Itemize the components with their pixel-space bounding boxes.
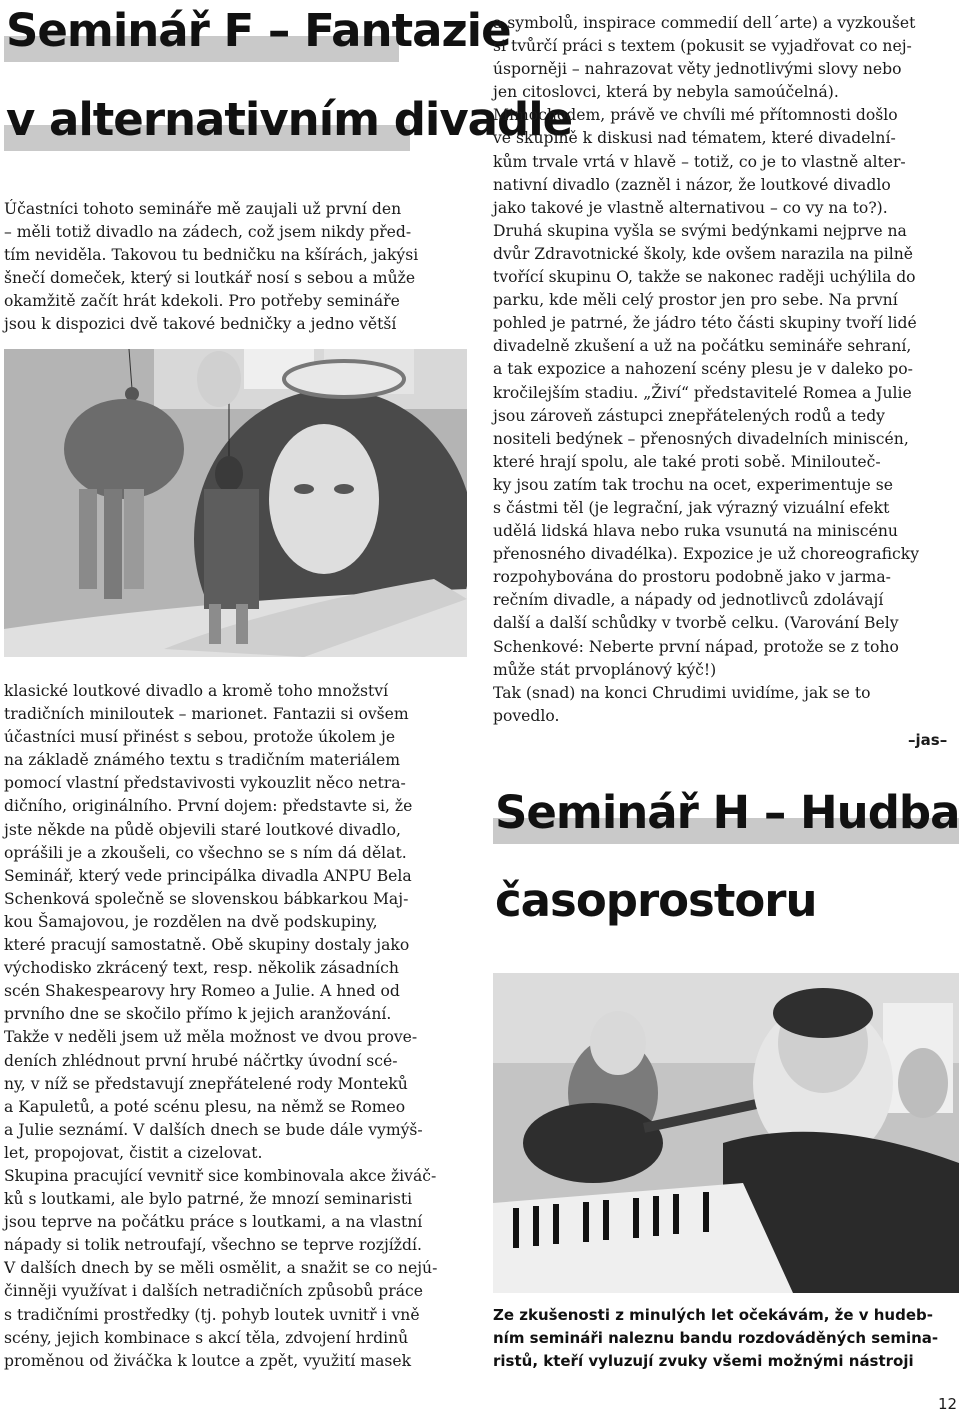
text-line: tvořící skupinu O, takže se nakonec raději uchýlila do xyxy=(493,268,916,287)
text-line: ve skupině k diskusi nad tématem, které divadelní- xyxy=(493,129,896,148)
text-line: okamžitě začít hrát kdekoli. Pro potřeby semináře xyxy=(4,292,400,311)
text-line: a tak expozice a nahození scény plesu je v daleko po- xyxy=(493,360,913,379)
text-line: na základě známého textu s tradičním materiálem xyxy=(4,751,400,770)
text-line: povedlo. xyxy=(493,706,560,725)
right-main-text xyxy=(493,12,960,728)
text-line: Účastníci tohoto semináře mě zaujali už první den xyxy=(4,200,402,218)
text-line: rozpohybována do prostoru podobně jako v jarma- xyxy=(493,568,891,587)
seminar-h-title-line1: Seminář H – Hudba xyxy=(495,786,960,839)
music-seminar-photo xyxy=(493,973,959,1293)
text-line: a Julie seznámí. V dalších dnech se bude dále vymýš- xyxy=(4,1120,423,1139)
text-line: V dalších dnech by se měli osmělit, a snažit se co nejú- xyxy=(4,1259,438,1278)
text-line: let, propojovat, čistit a cizelovat. xyxy=(4,1143,263,1162)
text-line: pohled je patrné, že jádro této části skupiny tvoří lidé xyxy=(493,314,917,333)
text-line: může stát prvoplánový kýč!) xyxy=(493,660,717,679)
text-line: přenosného divadélka). Expozice je už choreograficky xyxy=(493,545,920,564)
text-line: jako takové je vlastně alternativou – co vy na to?). xyxy=(493,198,888,217)
text-line: divadelně zkušení a už na počátku semináře sehraní, xyxy=(493,337,912,356)
left-main-text xyxy=(4,680,474,1373)
text-line: Druhá skupina vyšla se svými bedýnkami nejprve na xyxy=(493,221,907,240)
text-line: jsou zároveň zástupci znepřátelených rodů a tedy xyxy=(493,406,885,425)
page-number: 12 xyxy=(938,1395,958,1413)
music-seminar-photo-illustration xyxy=(493,973,959,1293)
text-line: s částmi těl (je legrační, jak výrazný vizuální efekt xyxy=(493,498,890,517)
puppeteer-photo xyxy=(4,349,467,657)
text-line: scén Shakespearovy hry Romeo a Julie. A hned od xyxy=(4,982,400,1001)
text-line: činněji využívat i dalších netradičních způsobů práce xyxy=(4,1282,424,1301)
text-line: dvůr Zdravotnické školy, kde ovšem narazila na pilně xyxy=(493,244,914,263)
text-line: nativní divadlo (zazněl i názor, že loutkové divadlo xyxy=(493,175,891,194)
text-line: jen citoslovci, která by nebyla samoúčelná). xyxy=(493,83,839,102)
author-signature: –jas– xyxy=(908,731,948,749)
caption-line: ristů, kteří vyluzují zvuky všemi možnými nástroji xyxy=(493,1352,914,1370)
text-line: nositeli bedýnek – přenosných divadelních miniscén, xyxy=(493,429,909,448)
text-line: jsou teprve na počátku práce s loutkami, a na vlastní xyxy=(4,1213,423,1232)
text-line: dičního, originálního. První dojem: představte si, že xyxy=(4,797,413,816)
text-line: pomocí vlastní představivosti vykouzlit něco netra- xyxy=(4,774,406,793)
text-line: šnečí domeček, který si loutkář nosí s sebou a může xyxy=(4,269,416,288)
text-line: udělá lidská hlava nebo ruka vsunutá na miniscénu xyxy=(493,522,898,541)
caption-line: Ze zkušenosti z minulých let očekávám, že v hudeb- xyxy=(493,1306,933,1324)
seminar-f-title-line2: v alternativním divadle xyxy=(6,93,573,146)
text-line: další a další schůdky v tvorbě celku. (Varování Bely xyxy=(493,614,899,633)
text-line: scény, jejich kombinace s akcí těla, zdvojení hrdinů xyxy=(4,1328,409,1347)
seminar-h-title-line2: časoprostoru xyxy=(495,874,817,927)
text-line: Schenková společně se slovenskou bábkarkou Maj- xyxy=(4,889,409,908)
text-line: prvního dne se skočilo přímo k jejich aranžování. xyxy=(4,1005,392,1024)
text-line: kům trvale vrtá v hlavě – totiž, co je to vlastně alter- xyxy=(493,152,906,171)
text-line: deních zhlédnout první hrubé náčrtky úvodní scé- xyxy=(4,1051,398,1070)
text-line: kou Šamajovou, je rozdělen na dvě podskupiny, xyxy=(4,912,378,931)
text-line: kročilejším stadiu. „Živí“ představitelé Romea a Julie xyxy=(493,383,912,402)
photo-caption xyxy=(493,1304,959,1373)
text-line: úsporněji – nahrazovat věty jednotlivými slovy nebo xyxy=(493,60,902,79)
caption-line: ním semináři naleznu bandu rozdováděných semina- xyxy=(493,1329,939,1347)
text-line: nápady si tolik netroufají, všechno se teprve rozjíždí. xyxy=(4,1236,422,1255)
text-line: ny, v níž se představují znepřátelené rody Monteků xyxy=(4,1074,408,1093)
text-line: ky jsou zatím tak trochu na ocet, experimentuje se xyxy=(493,475,893,494)
text-line: které pracují samostatně. Obě skupiny dostaly jako xyxy=(4,936,410,955)
text-line: tradičních miniloutek – marionet. Fantazii si ovšem xyxy=(4,705,409,724)
text-line: východisko zkrácený text, resp. několik zásadních xyxy=(4,959,399,978)
left-intro-text xyxy=(4,198,474,337)
text-line: tím neviděla. Takovou tu bedničku na kšírách, jakýsi xyxy=(4,246,419,265)
text-line: Skupina pracující vevnitř sice kombinovala akce živáč- xyxy=(4,1166,437,1185)
text-line: jste někde na půdě objevili staré loutkové divadlo, xyxy=(4,820,401,839)
text-line: Schenkové: Neberte první nápad, protože se z toho xyxy=(493,637,899,656)
text-line: účastníci musí přinést s sebou, protože úkolem je xyxy=(4,728,396,747)
text-line: Seminář, který vede principálka divadla ANPU Bela xyxy=(4,866,412,885)
text-line: ků s loutkami, ale bylo patrné, že mnozí seminaristi xyxy=(4,1190,413,1209)
text-line: rečním divadle, a nápady od jednotlivců zdolávají xyxy=(493,591,884,610)
text-line: proměnou od živáčka k loutce a zpět, využití masek xyxy=(4,1351,412,1370)
text-line: Tak (snad) na konci Chrudimi uvidíme, jak se to xyxy=(493,683,871,702)
puppeteer-photo-illustration xyxy=(4,349,467,657)
text-line: které hrají spolu, ale také proti sobě. Minilouteč- xyxy=(493,452,881,471)
seminar-f-title-line1: Seminář F – Fantazie xyxy=(6,4,511,57)
text-line: jsou k dispozici dvě takové bedničky a jedno větší xyxy=(4,315,397,334)
text-line: oprášili je a zkoušeli, co všechno se s ním dá dělat. xyxy=(4,843,407,862)
text-line: parku, kde měli celý prostor jen pro sebe. Na první xyxy=(493,291,898,310)
text-line: Takže v neděli jsem už měla možnost ve dvou prove- xyxy=(4,1028,418,1047)
text-line: Mimochodem, právě ve chvíli mé přítomnosti došlo xyxy=(493,106,898,125)
text-line: klasické loutkové divadlo a kromě toho množství xyxy=(4,682,389,700)
text-line: – měli totiž divadlo na zádech, což jsem nikdy před- xyxy=(4,223,412,242)
text-line: s tradičními prostředky (tj. pohyb loutek uvnitř i vně xyxy=(4,1305,420,1324)
text-line: a Kapuletů, a poté scénu plesu, na němž se Romeo xyxy=(4,1097,406,1116)
text-line: a symbolů, inspirace commedií dell´arte) a vyzkoušet xyxy=(493,14,916,32)
text-line: si tvůrčí práci s textem (pokusit se vyjadřovat co nej- xyxy=(493,37,912,56)
